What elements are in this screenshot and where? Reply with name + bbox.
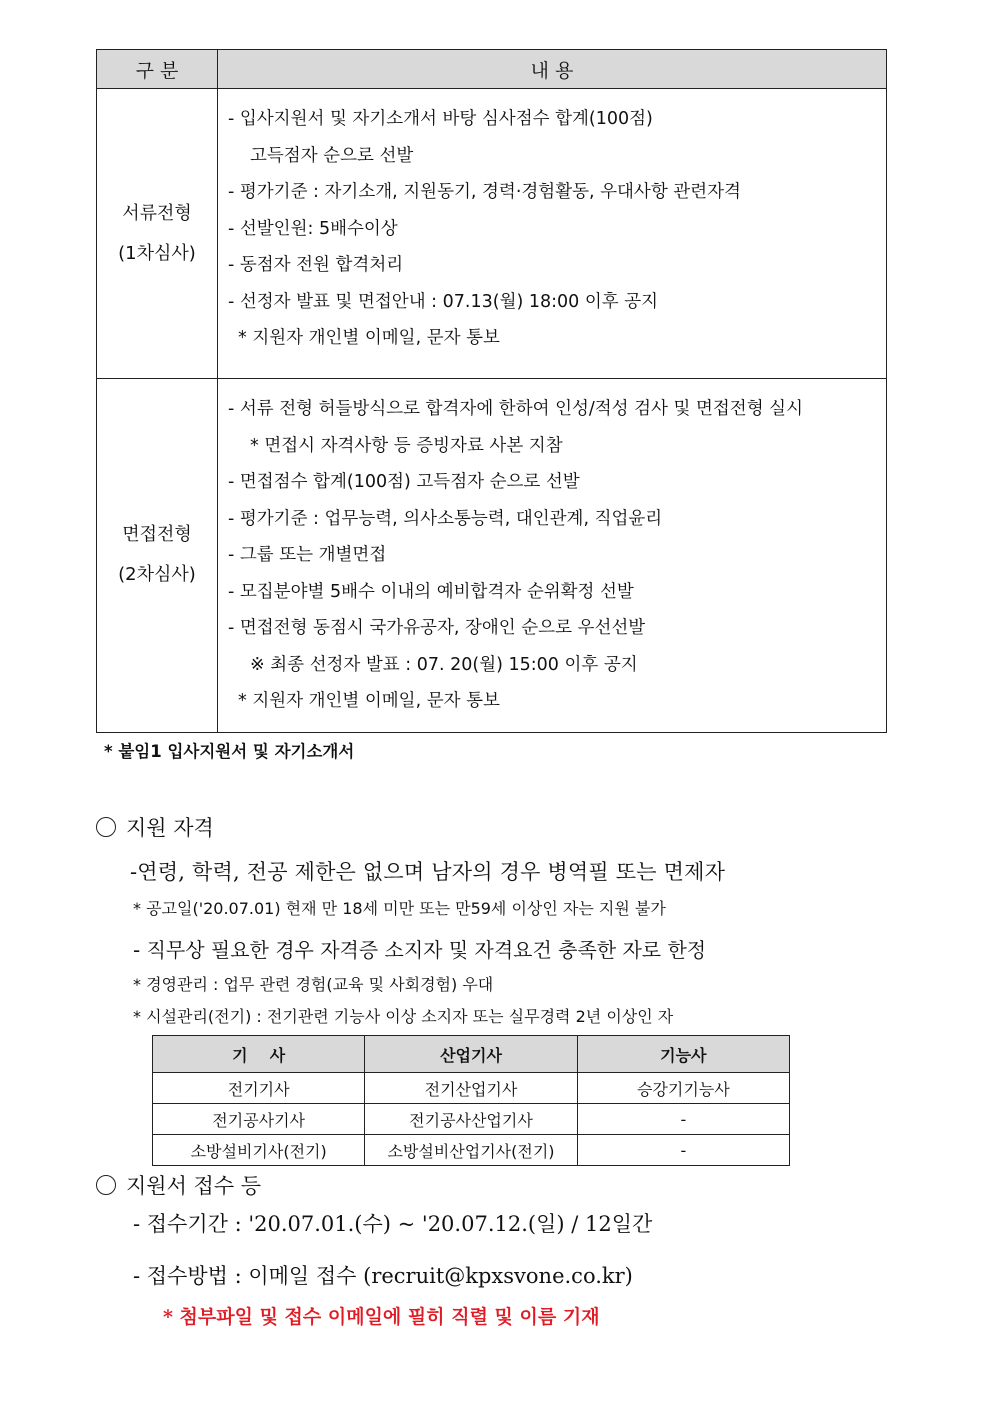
list-item: - 평가기준 : 자기소개, 지원동기, 경력·경험활동, 우대사항 관련자격 [228,182,741,202]
list-item: - 모집분야별 5배수 이내의 예비합격자 순위확정 선발 [228,581,634,602]
screening-table [96,49,887,733]
qualification-note: * 경영관리 : 업무 관련 경험(교육 및 사회경험) 우대 [133,975,494,994]
application-method: - 접수방법 : 이메일 접수 (recruit@kpxsvone.co.kr) [133,1264,633,1288]
attachment-note: * 붙임1 입사지원서 및 자기소개서 [104,742,355,761]
qualification-note: * 공고일('20.07.01) 현재 만 18세 미만 또는 만59세 이상인 자는 지원 불가 [133,899,666,918]
header-industrial-engineer: 산업기사 [365,1036,577,1073]
content-cell [218,379,887,733]
list-item: - 입사지원서 및 자기소개서 바탕 심사점수 합계(100점) [228,109,653,129]
application-period: - 접수기간 : '20.07.01.(수) ~ '20.07.12.(일) / 12일간 [133,1212,653,1236]
list-item: - 서류 전형 허들방식으로 합격자에 한하여 인성/적성 검사 및 면접전형 실시 [228,399,803,419]
category-cell: 서류전형 (1차심사) [97,89,218,379]
table-row: 전기기사 전기산업기사 승강기기능사 [153,1073,790,1104]
qualification-line: - 직무상 필요한 경우 자격증 소지자 및 자격요건 충족한 자로 한정 [133,938,707,962]
certificate-table [152,1035,790,1166]
screening-table-header [97,50,887,89]
list-item: 고득점자 순으로 선발 [250,145,414,166]
circle-bullet-icon [96,817,116,837]
header-content: 내 용 [218,50,887,89]
list-item: - 동점자 전원 합격처리 [228,255,404,275]
application-heading: 지원서 접수 등 [96,1170,261,1200]
header-engineer: 기 사 [153,1036,365,1073]
circle-bullet-icon [96,1175,116,1195]
list-item: - 면접전형 동점시 국가유공자, 장애인 순으로 우선선발 [228,618,646,638]
list-item: ※ 최종 선정자 발표 : 07. 20(월) 15:00 이후 공지 [250,654,638,675]
list-item: - 면접점수 합계(100점) 고득점자 순으로 선발 [228,472,580,492]
list-item: - 그룹 또는 개별면접 [228,545,387,565]
header-category: 구 분 [97,50,218,89]
certificate-table-header [153,1036,790,1073]
table-row [97,89,887,379]
category-cell: 면접전형 (2차심사) [97,379,218,733]
qualification-heading: 지원 자격 [96,812,214,842]
qualification-line: -연령, 학력, 전공 제한은 없으며 남자의 경우 병역필 또는 면제자 [130,860,726,884]
list-item: - 선정자 발표 및 면접안내 : 07.13(월) 18:00 이후 공지 [228,291,659,312]
list-item: * 면접시 자격사항 등 증빙자료 사본 지참 [250,435,563,456]
application-note: * 첨부파일 및 접수 이메일에 필히 직렬 및 이름 기재 [163,1306,600,1328]
content-cell [218,89,887,379]
list-item: - 선발인원: 5배수이상 [228,218,398,239]
list-item: * 지원자 개인별 이메일, 문자 통보 [238,691,500,711]
table-row [97,379,887,733]
qualification-note: * 시설관리(전기) : 전기관련 기능사 이상 소지자 또는 실무경력 2년 이상인 자 [133,1007,674,1026]
list-item: - 평가기준 : 업무능력, 의사소통능력, 대인관계, 직업윤리 [228,508,663,529]
table-row: 전기공사기사 전기공사산업기사 - [153,1104,790,1135]
header-craftsman: 기능사 [577,1036,789,1073]
list-item: * 지원자 개인별 이메일, 문자 통보 [238,328,500,348]
table-row: 소방설비기사(전기) 소방설비산업기사(전기) - [153,1135,790,1166]
